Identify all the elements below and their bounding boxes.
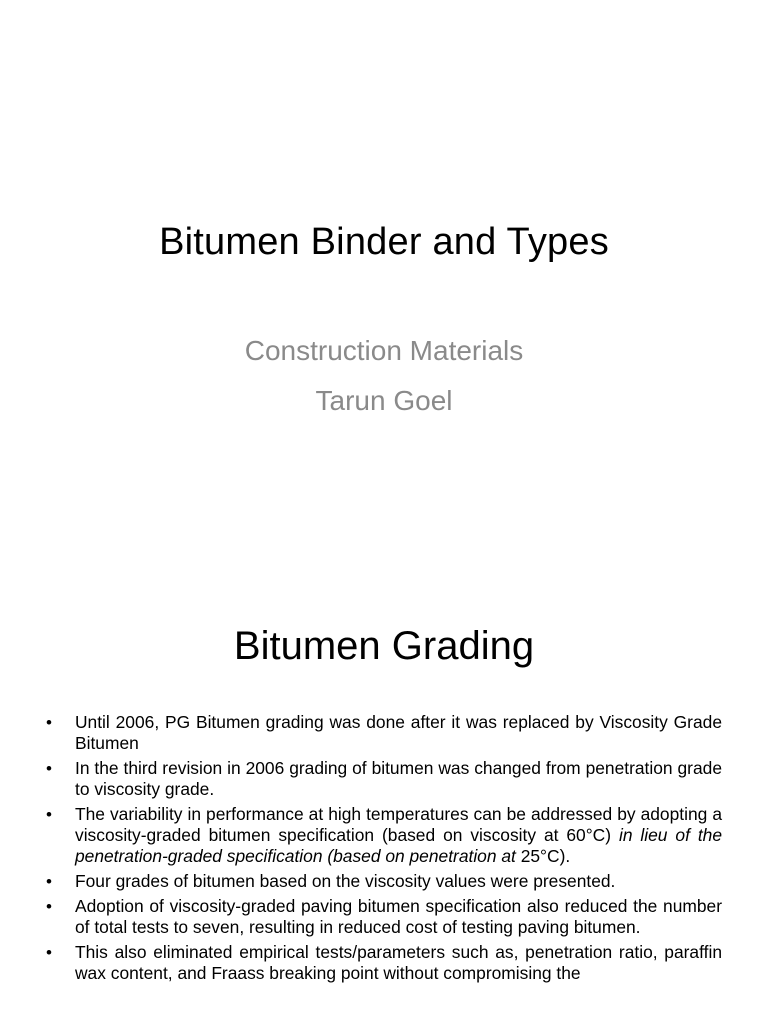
bullet-icon: • bbox=[46, 943, 52, 962]
list-item bbox=[46, 871, 722, 892]
bullet-text-italic: in lieu of the penetration-graded specification (based on penetration at bbox=[75, 825, 722, 866]
bullet-text-part: 25°C). bbox=[515, 846, 571, 866]
bullet-text: Adoption of viscosity-graded paving bitumen specification also reduced the number of total tests to seven, resulting in reduced cost of testing paving bitumen. bbox=[75, 896, 722, 937]
bullet-text: Four grades of bitumen based on the viscosity values were presented. bbox=[75, 871, 616, 891]
list-item bbox=[46, 942, 722, 984]
bullet-icon: • bbox=[46, 759, 52, 778]
list-item bbox=[46, 804, 722, 867]
bullet-icon: • bbox=[46, 897, 52, 916]
bullet-text-part: The variability in performance at high temperatures can be addressed by adopting a viscosity-graded bitumen specification (based on viscosity at 60°C) bbox=[75, 804, 722, 845]
list-item bbox=[46, 758, 722, 800]
bullet-list bbox=[46, 712, 722, 988]
slide-title: Bitumen Grading bbox=[233, 624, 535, 668]
bullet-text bbox=[75, 804, 722, 866]
author-name: Tarun Goel bbox=[315, 385, 453, 416]
course-subtitle: Construction Materials bbox=[244, 335, 524, 366]
bullet-icon: • bbox=[46, 713, 52, 732]
bullet-text: Until 2006, PG Bitumen grading was done after it was replaced by Viscosity Grade Bitumen bbox=[75, 712, 722, 753]
bullet-text: This also eliminated empirical tests/parameters such as, penetration ratio, paraffin wax content, and Fraass breaking point without compromising the bbox=[75, 942, 722, 983]
slide-title: Bitumen Binder and Types bbox=[159, 221, 609, 263]
bullet-icon: • bbox=[46, 872, 52, 891]
grading-slide bbox=[0, 576, 768, 1024]
bullet-icon: • bbox=[46, 805, 52, 824]
list-item bbox=[46, 712, 722, 754]
list-item bbox=[46, 896, 722, 938]
bullet-text: In the third revision in 2006 grading of bitumen was changed from penetration grade to viscosity grade. bbox=[75, 758, 722, 799]
